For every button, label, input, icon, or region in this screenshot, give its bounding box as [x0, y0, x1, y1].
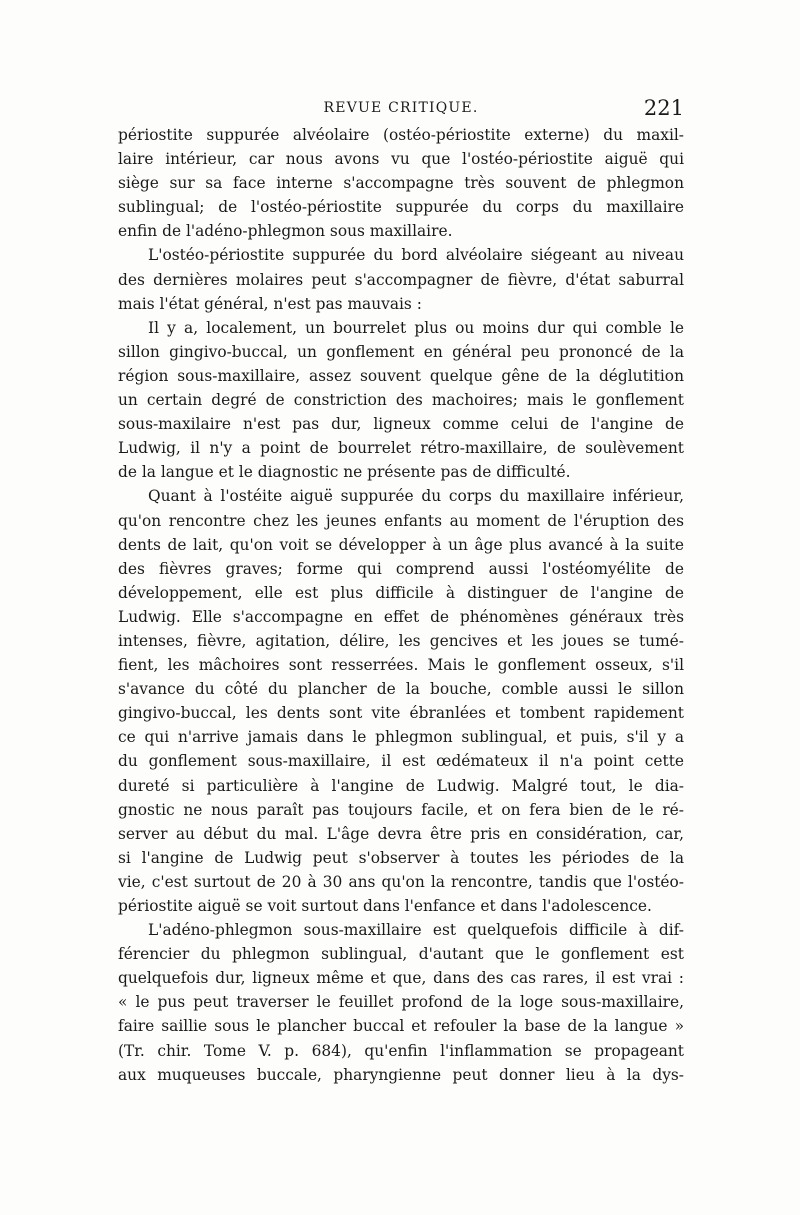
paragraph	[118, 484, 684, 918]
text-line: région sous-maxillaire, assez souvent quelque gêne de la déglutition	[118, 366, 684, 385]
text-line: siège sur sa face interne s'accompagne très souvent de phlegmon	[118, 174, 684, 193]
text-line: gnostic ne nous paraît pas toujours facile, et on fera bien de le ré-	[118, 800, 684, 819]
text-line: si l'angine de Ludwig peut s'observer à toutes les périodes de la	[118, 848, 684, 867]
paragraph	[118, 918, 684, 1087]
text-line: des dernières molaires peut s'accompagner de fièvre, d'état saburral	[118, 270, 684, 289]
text-line: des fièvres graves; forme qui comprend aussi l'ostéomyélite de	[118, 559, 684, 578]
text-line: Il y a, localement, un bourrelet plus ou moins dur qui comble le	[148, 318, 684, 337]
text-line: sous-maxilaire n'est pas dur, ligneux comme celui de l'angine de	[118, 415, 684, 434]
page-number: 221	[643, 96, 684, 120]
text-line: sillon gingivo-buccal, un gonflement en général peu prononcé de la	[118, 342, 684, 361]
text-line: « le pus peut traverser le feuillet profond de la loge sous-maxillaire,	[118, 993, 684, 1012]
text-line: intenses, fièvre, agitation, délire, les gencives et les joues se tumé-	[118, 631, 684, 650]
text-line: server au début du mal. L'âge devra être pris en considération, car,	[118, 824, 684, 843]
text-line: ce qui n'arrive jamais dans le phlegmon sublingual, et puis, s'il y a	[118, 728, 684, 747]
text-line: qu'on rencontre chez les jeunes enfants au moment de l'éruption des	[118, 511, 684, 530]
text-line: développement, elle est plus difficile à distinguer de l'angine de	[118, 583, 684, 602]
text-line: de la langue et le diagnostic ne présente pas de difficulté.	[118, 463, 571, 482]
text-line: Quant à l'ostéite aiguë suppurée du corps du maxillaire inférieur,	[148, 487, 684, 506]
text-line: quelquefois dur, ligneux même et que, dans des cas rares, il est vrai :	[118, 969, 684, 988]
text-line: (Tr. chir. Tome V. p. 684), qu'enfin l'inflammation se propageant	[118, 1041, 684, 1060]
text-line: L'ostéo-périostite suppurée du bord alvéolaire siégeant au niveau	[148, 246, 684, 265]
text-line: vie, c'est surtout de 20 à 30 ans qu'on la rencontre, tandis que l'ostéo-	[118, 872, 684, 891]
text-line: Ludwig, il n'y a point de bourrelet rétro-maxillaire, de soulèvement	[118, 439, 684, 458]
text-line: Ludwig. Elle s'accompagne en effet de phénomènes généraux très	[118, 607, 684, 626]
text-line: fient, les mâchoires sont resserrées. Mais le gonflement osseux, s'il	[118, 656, 684, 675]
body-text	[118, 123, 684, 1087]
paragraph	[118, 123, 684, 243]
text-line: périostite aiguë se voit surtout dans l'enfance et dans l'adolescence.	[118, 897, 652, 915]
text-line: dents de lait, qu'on voit se développer à un âge plus avancé à la suite	[118, 535, 684, 554]
text-line: sublingual; de l'ostéo-périostite suppurée du corps du maxillaire	[118, 198, 684, 217]
text-line: faire saillie sous le plancher buccal et refouler la base de la langue »	[118, 1017, 684, 1036]
text-line: périostite suppurée alvéolaire (ostéo-périostite externe) du maxil-	[118, 126, 684, 144]
paragraph	[118, 316, 684, 485]
text-line: L'adéno-phlegmon sous-maxillaire est quelquefois difficile à dif-	[148, 921, 684, 940]
text-line: un certain degré de constriction des machoires; mais le gonflement	[118, 391, 684, 410]
text-line: férencier du phlegmon sublingual, d'autant que le gonflement est	[118, 945, 684, 964]
text-line: enfin de l'adéno-phlegmon sous maxillaire.	[118, 222, 453, 241]
text-line: mais l'état général, n'est pas mauvais :	[118, 294, 422, 313]
running-head: REVUE CRITIQUE.	[323, 100, 479, 116]
text-line: s'avance du côté du plancher de la bouche, comble aussi le sillon	[118, 680, 684, 699]
page-header	[118, 96, 684, 122]
paragraph	[118, 243, 684, 315]
text-line: laire intérieur, car nous avons vu que l'ostéo-périostite aiguë qui	[118, 150, 684, 169]
text-line: du gonflement sous-maxillaire, il est œdémateux il n'a point cette	[118, 752, 684, 771]
text-line: gingivo-buccal, les dents sont vite ébranlées et tombent rapidement	[118, 704, 684, 723]
text-line: dureté si particulière à l'angine de Ludwig. Malgré tout, le dia-	[118, 776, 684, 795]
text-line: aux muqueuses buccale, pharyngienne peut donner lieu à la dys-	[118, 1065, 684, 1084]
